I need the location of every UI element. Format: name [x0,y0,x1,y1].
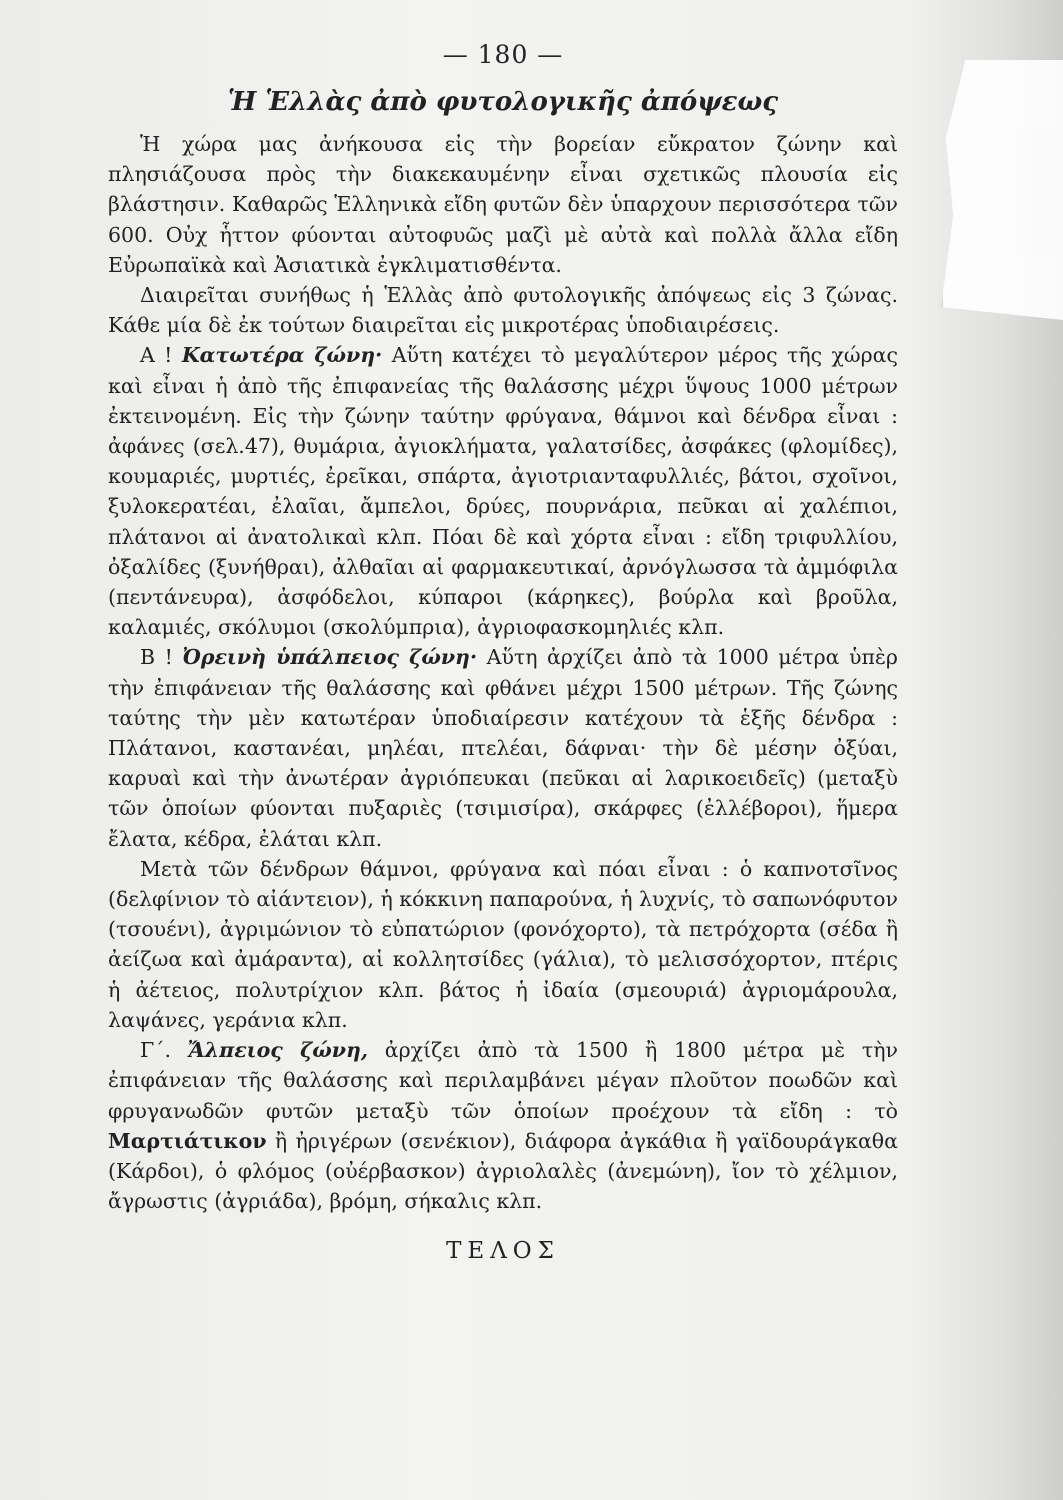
section-b [108,642,898,853]
section-c-text-before: ἀρχίζει ἀπὸ τὰ 1500 ἢ 1800 μέτρα μὲ τὴν ἐπιφάνειαν τῆς θαλάσσης καὶ περιλαμβάνει μέγαν πλοῦτον ποωδῶν καὶ φρυγανωδῶν φυτῶν μεταξὺ τῶν ὁποίων προέχουν τὰ εἴδη : τὸ [108,1038,898,1123]
torn-paper-patch [941,60,1063,320]
section-c-label: Γ΄. [140,1038,171,1063]
section-b-label: Β ! [140,645,173,670]
end-marker: ΤΕΛΟΣ [446,1238,560,1265]
section-c-bold-term: Μαρτιάτικον [108,1128,267,1153]
section-c-text-after: ἢ ἠριγέρων (σενέκιον), διάφορα ἀγκάθια ἢ γαϊδουράγκαθα (Κάρδοι), ὁ φλόμος (οὐέρβασκον) ἀγριολαλὲς (ἀνεμώνη), ἴον τὸ χέλμιον, ἄγρωστις (ἀγριάδα), βρόμη, σήκαλις κλπ. [108,1128,898,1214]
section-c [108,1035,898,1216]
section-a-label: Α ! [140,343,173,368]
paragraph-intro: Ἡ χώρα μας ἀνήκουσα εἰς τὴν βορείαν εὔκρατον ζώνην καὶ πλησιάζουσα πρὸς τὴν διακεκαυμένην εἶναι σχετικῶς πλουσία εἰς βλάστησιν. Καθαρῶς Ἑλληνικὰ εἴδη φυτῶν δὲν ὑπαρχουν περισσότερα τῶν 600. Οὐχ ἧττον φύονται αὐτοφυῶς μαζὶ μὲ αὐτὰ καὶ πολλὰ ἄλλα εἴδη Εὐρωπαϊκὰ καὶ Ἀσιατικὰ ἐγκλιματισθέντα. [108,132,898,277]
section-a-text: Αὕτη κατέχει τὸ μεγαλύτερον μέρος τῆς χώρας καὶ εἶναι ἡ ἀπὸ τῆς ἐπιφανείας τῆς θαλάσσης μέχρι ὕψους 1000 μέτρων ἐκτεινομένη. Εἰς τὴν ζώνην ταύτην φρύγανα, θάμνοι καὶ δένδρα εἶναι : ἀφάνες (σελ.47), θυμάρια, ἀγιοκλήματα, γαλατσίδες, ἀσφάκες (φλομίδες), κουμαριές, μυρτιές, ἐρεῖκαι, σπάρτα, ἀγιοτριανταφυλλιές, βάτοι, σχοῖνοι, ξυλοκερατέαι, ἐλαῖαι, ἄμπελοι, δρύες, πουρνάρια, πεῦκαι αἱ χαλέπιοι, πλάτανοι αἱ ἀνατολικαὶ κλπ. Πόαι δὲ καὶ χόρτα εἶναι : εἴδη τριφυλλίου, ὀξαλίδες (ξυνήθραι), ἀλθαῖαι αἱ φαρμακευτικαί, ἀρνόγλωσσα τὰ ἀμμόφιλα (πεντάνευρα), ἀσφόδελοι, κύπαροι (κάρηκες), βούρλα καὶ βροῦλα, καλαμιές, σκόλυμοι (σκολύμπρια), ἀγριοφασκομηλιές κλπ. [108,343,898,640]
section-a-name: Κατωτέρα ζώνη· [181,343,383,368]
section-b-name: Ὀρεινὴ ὑπάλπειος ζώνη· [182,645,478,670]
page-content [108,40,898,1264]
section-a [108,340,898,642]
page-number: — 180 — [442,40,564,69]
section-b-text: Αὕτη ἀρχίζει ἀπὸ τὰ 1000 μέτρα ὑπὲρ τὴν ἐπιφάνειαν τῆς θαλάσσης καὶ φθάνει μέχρι 1500 μέτρων. Τῆς ζώνης ταύτης τὴν μὲν κατωτέραν ὑποδιαίρεσιν κατέχουν τὰ ἑξῆς δένδρα : Πλάτανοι, καστανέαι, μηλέαι, πτελέαι, δάφναι· τὴν δὲ μέσην ὀξύαι, καρυαὶ καὶ τὴν ἀνωτέραν ἀγριόπευκαι (πεῦκαι αἱ λαρικοειδεῖς) (μεταξὺ τῶν ὁποίων φύονται πυξαριὲς (τσιμισίρα), σκάρφες (ἐλλέβοροι), ἥμερα ἔλατα, κέδρα, ἐλάται κλπ. [108,645,898,851]
chapter-title: Ἡ Ἑλλὰς ἀπὸ φυτολογικῆς ἀπόψεως [227,87,779,117]
section-c-name: Ἄλπειος ζώνη, [187,1038,369,1063]
section-b-continuation: Μετὰ τῶν δένδρων θάμνοι, φρύγανα καὶ πόαι εἶναι : ὁ καπνοτσῖνος (δελφίνιον τὸ αἰάντειον), ἡ κόκκινη παπαρούνα, ἡ λυχνίς, τὸ σαπωνόφυτον (τσουένι), ἀγριμώνιον τὸ εὐπατώριον (φονόχορτο), τὰ πετρόχορτα (σέδα ἢ ἀείζωα καὶ ἀμάραντα), αἱ κολλητσίδες (γάλια), τὸ μελισσόχορτον, πτέρις ἡ ἀέτειος, πολυτρίχιον κλπ. βάτος ἡ ἰδαία (σμεουριά) ἀγριομάρουλα, λαψάνες, γεράνια κλπ. [108,856,898,1032]
paragraph-division: Διαιρεῖται συνήθως ἡ Ἑλλὰς ἀπὸ φυτολογικῆς ἀπόψεως εἰς 3 ζώνας. Κάθε μία δὲ ἐκ τούτων διαιρεῖται εἰς μικροτέρας ὑποδιαιρέσεις. [108,283,898,338]
